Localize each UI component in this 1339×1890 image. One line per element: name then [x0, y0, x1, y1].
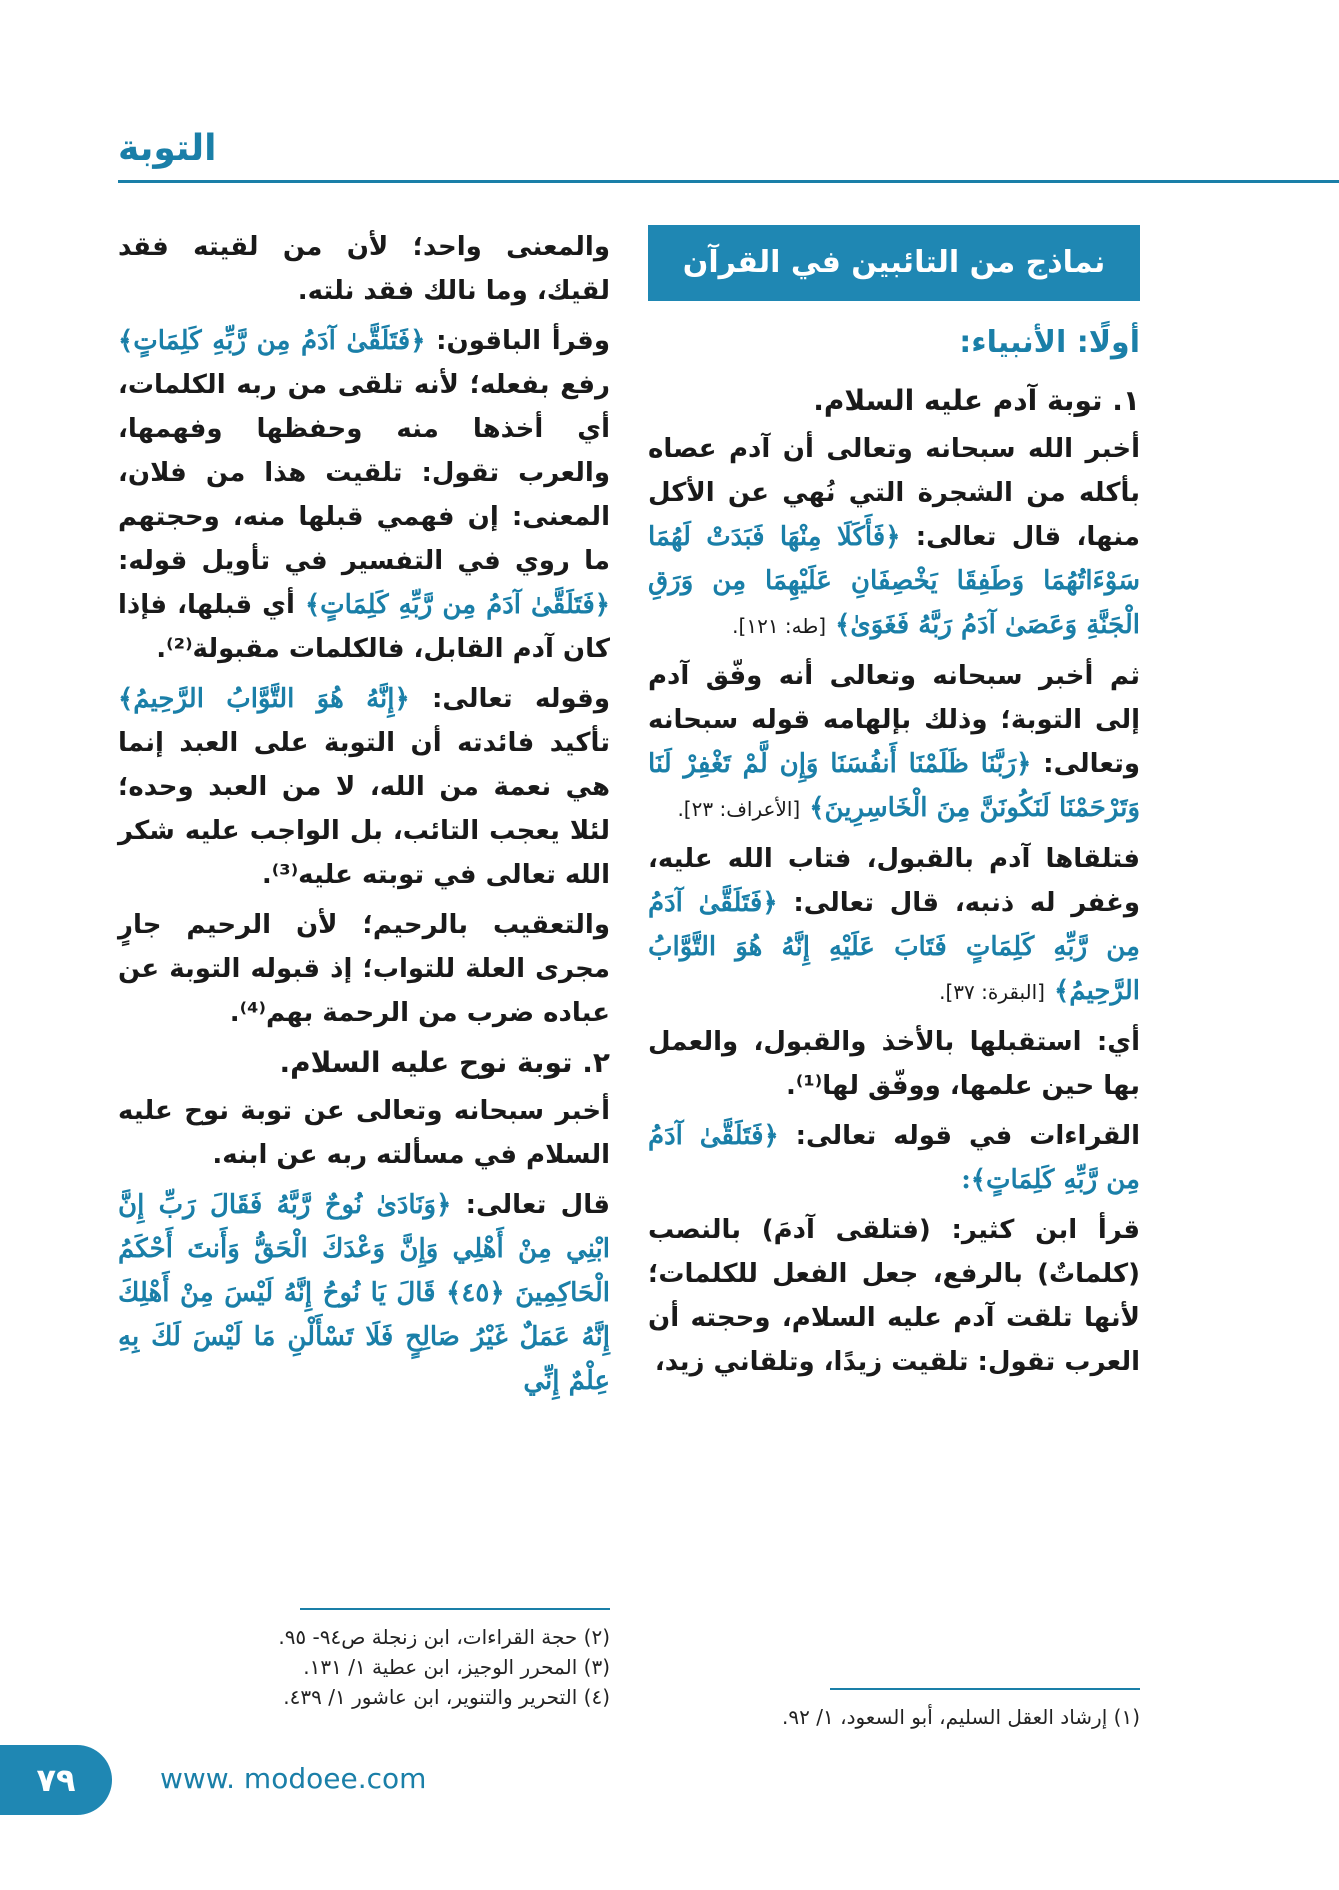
quran-verse: ﴿فَتَلَقَّىٰ آدَمُ مِن رَّبِّهِ كَلِمَاتٍ﴾: [118, 326, 426, 356]
text: قال تعالى:: [465, 1190, 610, 1220]
paragraph: [648, 654, 1140, 831]
text: أخبر الله سبحانه وتعالى أن آدم عصاه بأكله من الشجرة التي نُهي عن الأكل منها، قال تعالى:: [648, 434, 1140, 552]
quran-verse: ﴿إِنَّهُ هُوَ التَّوَّابُ الرَّحِيمُ﴾: [118, 684, 410, 714]
text: وقرأ الباقون:: [436, 326, 610, 356]
footnote-rule-right: [830, 1688, 1140, 1690]
paragraph: [648, 837, 1140, 1014]
page-number-tab: ٧٩: [0, 1745, 112, 1815]
text: فتلقاها آدم بالقبول، فتاب الله عليه، وغفر له ذنبه، قال تعالى:: [648, 844, 1140, 918]
text: وقوله تعالى:: [432, 684, 610, 714]
verse-ref: [البقرة: ٣٧].: [939, 980, 1045, 1004]
verse-ref: [الأعراف: ٢٣].: [677, 797, 801, 821]
text: ثم أخبر سبحانه وتعالى أنه وفّق آدم إلى التوبة؛ وذلك بإلهامه قوله سبحانه وتعالى:: [648, 661, 1140, 779]
paragraph: أخبر سبحانه وتعالى عن توبة نوح عليه السلام في مسألته ربه عن ابنه.: [118, 1096, 610, 1170]
header-rule: [118, 180, 1339, 183]
item-heading-adam: ١. توبة آدم عليه السلام.: [813, 384, 1140, 417]
quran-verse: ﴿رَبَّنَا ظَلَمْنَا أَنفُسَنَا وَإِن لَّمْ تَغْفِرْ لَنَا وَتَرْحَمْنَا لَنَكُونَنَّ مِنَ الْخَاسِرِينَ﴾: [648, 749, 1140, 823]
paragraph: [118, 677, 610, 897]
sub-heading-prophets: أولًا: الأنبياء:: [959, 325, 1140, 360]
footnote: (٣) المحرر الوجيز، ابن عطية ١/ ١٣١.: [303, 1655, 610, 1679]
paragraph: [648, 1114, 1140, 1202]
right-column: [648, 225, 1140, 1390]
text: أي قبلها، فإذا كان آدم القابل، فالكلمات مقبولة⁽²⁾.: [118, 590, 610, 664]
quran-verse: ﴿فَتَلَقَّىٰ آدَمُ مِن رَّبِّهِ كَلِمَاتٍ فَتَابَ عَلَيْهِ إِنَّهُ هُوَ التَّوَّابُ الرَّحِيمُ﴾: [648, 888, 1140, 1006]
verse-ref: [طه: ١٢١].: [732, 614, 827, 638]
footnotes-left: [118, 1622, 610, 1712]
item-heading-nuh: ٢. توبة نوح عليه السلام.: [279, 1046, 610, 1079]
paragraph: أي: استقبلها بالأخذ والقبول، والعمل بها حين علمها، ووفّق لها⁽¹⁾.: [648, 1027, 1140, 1101]
text: تأكيد فائدته أن التوبة على العبد إنما هي نعمة من الله، لا من العبد وحده؛ لئلا يعجب التائب، بل الواجب عليه شكر الله تعالى في توبته عليه⁽³⁾.: [118, 728, 610, 890]
paragraph: [118, 1183, 610, 1403]
quran-verse: ﴿فَتَلَقَّىٰ آدَمُ مِن رَّبِّهِ كَلِمَاتٍ﴾: [304, 590, 610, 620]
paragraph: والمعنى واحد؛ لأن من لقيته فقد لقيك، وما نالك فقد نلته.: [118, 232, 610, 306]
footnotes-right: [648, 1702, 1140, 1732]
quran-verse: ﴿فَأَكَلَا مِنْهَا فَبَدَتْ لَهُمَا سَوْءَاتُهُمَا وَطَفِقَا يَخْصِفَانِ عَلَيْهِمَا مِن وَرَقِ الْجَنَّةِ وَعَصَىٰ آدَمُ رَبَّهُ فَغَوَىٰ﴾: [648, 522, 1140, 640]
paragraph: والتعقيب بالرحيم؛ لأن الرحيم جارٍ مجرى العلة للتواب؛ إذ قبوله التوبة عن عباده ضرب من الرحمة بهم⁽⁴⁾.: [118, 910, 610, 1028]
footnote-rule-left: [300, 1608, 610, 1610]
left-column: [118, 225, 610, 1409]
paragraph: قرأ ابن كثير: (فتلقى آدمَ) بالنصب (كلماتٌ) بالرفع، جعل الفعل للكلمات؛ لأنها تلقت آدم عليه السلام، وحجته أن العرب تقول: تلقيت زيدًا، وتلقاني زيد،: [648, 1215, 1140, 1377]
footnote: (١) إرشاد العقل السليم، أبو السعود، ١/ ٩٢.: [782, 1705, 1140, 1729]
quran-verse: ﴿فَتَلَقَّىٰ آدَمُ مِن رَّبِّهِ كَلِمَاتٍ﴾:: [648, 1121, 1140, 1195]
site-url: www. modoee.com: [160, 1762, 427, 1795]
footnote: (٤) التحرير والتنوير، ابن عاشور ١/ ٤٣٩.: [283, 1685, 610, 1709]
quran-verse: ﴿وَنَادَىٰ نُوحٌ رَّبَّهُ فَقَالَ رَبِّ إِنَّ ابْنِي مِنْ أَهْلِي وَإِنَّ وَعْدَكَ الْحَقُّ وَأَنتَ أَحْكَمُ الْحَاكِمِينَ ﴿٤٥﴾ قَالَ يَا نُوحُ إِنَّهُ لَيْسَ مِنْ أَهْلِكَ إِنَّهُ عَمَلٌ غَيْرُ صَالِحٍ فَلَا تَسْأَلْنِ مَا لَيْسَ لَكَ بِهِ عِلْمٌ إِنِّي: [118, 1190, 611, 1396]
footnote: (٢) حجة القراءات، ابن زنجلة ص٩٤- ٩٥.: [278, 1625, 610, 1649]
section-title-box: نماذج من التائبين في القرآن: [648, 225, 1140, 301]
text: القراءات في قوله تعالى:: [795, 1121, 1141, 1151]
text: رفع بفعله؛ لأنه تلقى من ربه الكلمات، أي أخذها منه وحفظها وفهمها، والعرب تقول: تلقيت هذا من فلان، المعنى: إن فهمي قبلها منه، وحجتهم ما روي في التفسير في تأويل قوله:: [118, 370, 610, 576]
page-header-title: التوبة: [118, 128, 217, 169]
paragraph: [648, 427, 1140, 648]
paragraph: [118, 319, 610, 671]
